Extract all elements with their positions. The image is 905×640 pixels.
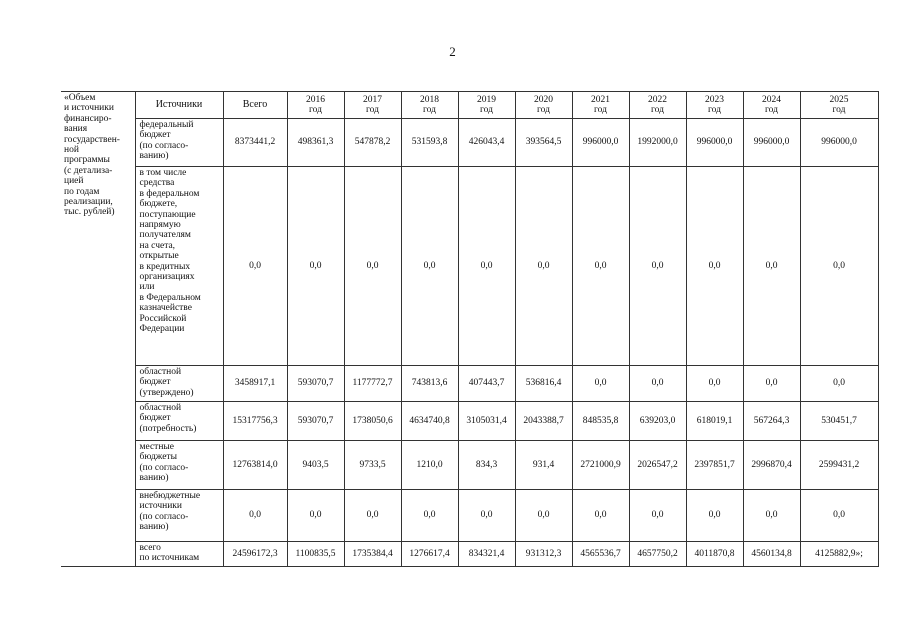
value-cell: 2721000,9 [572, 441, 629, 490]
value-cell: 426043,4 [458, 119, 515, 167]
value-cell: 567264,3 [743, 402, 800, 441]
value-cell: 2599431,2 [800, 441, 878, 490]
value-cell: 0,0 [401, 167, 458, 366]
value-cell: 0,0 [686, 167, 743, 366]
header-sources: Источники [135, 92, 223, 119]
value-cell: 2043388,7 [515, 402, 572, 441]
value-cell: 0,0 [344, 167, 401, 366]
header-year: 2017 год [344, 92, 401, 119]
value-cell: 0,0 [458, 490, 515, 542]
value-cell: 0,0 [629, 167, 686, 366]
value-cell: 931312,3 [515, 542, 572, 567]
value-cell: 848535,8 [572, 402, 629, 441]
financing-table [61, 91, 879, 567]
value-cell: 593070,7 [287, 366, 344, 402]
header-year: 2021 год [572, 92, 629, 119]
value-cell: 530451,7 [800, 402, 878, 441]
value-cell: 0,0 [344, 490, 401, 542]
value-cell: 0,0 [743, 490, 800, 542]
title-cell: «Объем и источники финансиро- вания государствен- ной программы (с детализа- цией по годам реализации, тыс. рублей) [61, 92, 135, 567]
value-cell: 0,0 [515, 490, 572, 542]
value-cell: 1276617,4 [401, 542, 458, 567]
value-cell: 618019,1 [686, 402, 743, 441]
value-cell: 0,0 [287, 167, 344, 366]
value-cell: 9733,5 [344, 441, 401, 490]
value-cell: 0,0 [572, 490, 629, 542]
value-cell: 743813,6 [401, 366, 458, 402]
header-year: 2022 год [629, 92, 686, 119]
value-cell: 1992000,0 [629, 119, 686, 167]
header-year: 2019 год [458, 92, 515, 119]
value-cell: 0,0 [401, 490, 458, 542]
value-cell: 834321,4 [458, 542, 515, 567]
source-label: федеральный бюджет (по согласо- ванию) [135, 119, 223, 167]
value-cell: 0,0 [629, 366, 686, 402]
value-cell: 4657750,2 [629, 542, 686, 567]
header-year: 2016 год [287, 92, 344, 119]
value-cell: 0,0 [743, 366, 800, 402]
value-cell: 593070,7 [287, 402, 344, 441]
value-cell: 12763814,0 [223, 441, 287, 490]
value-cell: 0,0 [458, 167, 515, 366]
value-cell: 0,0 [686, 490, 743, 542]
value-cell: 0,0 [223, 167, 287, 366]
header-row [61, 92, 878, 119]
value-cell: 639203,0 [629, 402, 686, 441]
value-cell: 0,0 [287, 490, 344, 542]
value-cell: 834,3 [458, 441, 515, 490]
value-cell: 0,0 [800, 366, 878, 402]
value-cell: 996000,0 [800, 119, 878, 167]
header-year: 2023 год [686, 92, 743, 119]
value-cell: 0,0 [800, 490, 878, 542]
value-cell: 24596172,3 [223, 542, 287, 567]
table-row [61, 490, 878, 542]
source-label: местные бюджеты (по согласо- ванию) [135, 441, 223, 490]
source-label: внебюджетные источники (по согласо- ванию) [135, 490, 223, 542]
table-row [61, 441, 878, 490]
source-label: всего по источникам [135, 542, 223, 567]
value-cell: 0,0 [572, 167, 629, 366]
source-label: в том числе средства в федеральном бюджете, поступающие напрямую получателям на счета, открытые в кредитных организациях или в Федеральном казначействе Российской Федерации [135, 167, 223, 366]
value-cell: 2996870,4 [743, 441, 800, 490]
value-cell: 996000,0 [686, 119, 743, 167]
value-cell: 1210,0 [401, 441, 458, 490]
value-cell: 547878,2 [344, 119, 401, 167]
value-cell: 4634740,8 [401, 402, 458, 441]
table-row [61, 366, 878, 402]
value-cell: 0,0 [743, 167, 800, 366]
value-cell: 9403,5 [287, 441, 344, 490]
value-cell: 4011870,8 [686, 542, 743, 567]
value-cell: 0,0 [515, 167, 572, 366]
value-cell: 996000,0 [743, 119, 800, 167]
header-year: 2025 год [800, 92, 878, 119]
value-cell: 1100835,5 [287, 542, 344, 567]
table-row [61, 402, 878, 441]
value-cell: 1177772,7 [344, 366, 401, 402]
value-cell: 498361,3 [287, 119, 344, 167]
table-row [61, 542, 878, 567]
value-cell: 0,0 [223, 490, 287, 542]
value-cell: 3458917,1 [223, 366, 287, 402]
value-cell: 8373441,2 [223, 119, 287, 167]
value-cell: 4560134,8 [743, 542, 800, 567]
value-cell: 2397851,7 [686, 441, 743, 490]
header-total: Всего [223, 92, 287, 119]
value-cell: 2026547,2 [629, 441, 686, 490]
header-year: 2020 год [515, 92, 572, 119]
value-cell: 0,0 [800, 167, 878, 366]
header-year: 2018 год [401, 92, 458, 119]
value-cell: 0,0 [629, 490, 686, 542]
value-cell: 931,4 [515, 441, 572, 490]
value-cell: 996000,0 [572, 119, 629, 167]
value-cell: 393564,5 [515, 119, 572, 167]
header-year: 2024 год [743, 92, 800, 119]
value-cell: 0,0 [686, 366, 743, 402]
table-row [61, 167, 878, 366]
value-cell: 0,0 [572, 366, 629, 402]
value-cell: 15317756,3 [223, 402, 287, 441]
value-cell: 531593,8 [401, 119, 458, 167]
source-label: областной бюджет (утверждено) [135, 366, 223, 402]
value-cell: 536816,4 [515, 366, 572, 402]
page-number: 2 [449, 44, 456, 59]
value-cell: 1735384,4 [344, 542, 401, 567]
value-cell: 3105031,4 [458, 402, 515, 441]
value-cell: 1738050,6 [344, 402, 401, 441]
table-row [61, 119, 878, 167]
value-cell: 4565536,7 [572, 542, 629, 567]
value-cell: 4125882,9»; [800, 542, 878, 567]
value-cell: 407443,7 [458, 366, 515, 402]
source-label: областной бюджет (потребность) [135, 402, 223, 441]
